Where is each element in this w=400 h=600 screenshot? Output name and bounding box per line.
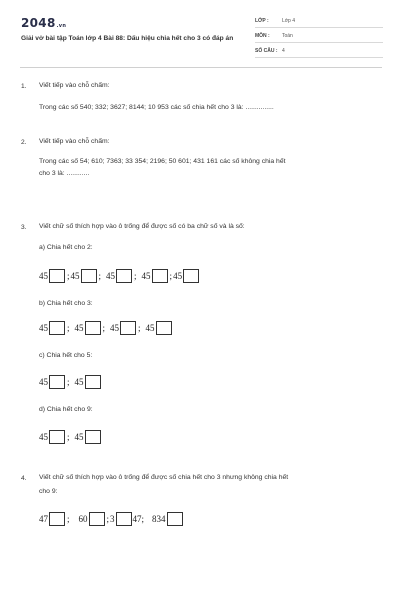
number-prefix: 45 (106, 271, 116, 281)
question-number: 2. (21, 139, 27, 146)
number-prefix: 45 (70, 271, 80, 281)
separator: ; (102, 323, 106, 333)
answer-box[interactable] (85, 321, 101, 335)
separator: ; (98, 271, 102, 281)
question-prompt: Viết chữ số thích hợp vào ô trống để được số có ba chữ số và là số: (39, 223, 245, 230)
answer-box[interactable] (183, 269, 199, 283)
document-title: Giải vở bài tập Toán lớp 4 Bài 88: Dấu hiệu chia hết cho 3 có đáp án (21, 35, 234, 42)
question-body: Trong các số 54; 610; 7363; 33 354; 2196; 50 601; 431 161 các số không chia hết (39, 158, 286, 165)
meta-row-subject (255, 31, 383, 43)
number-prefix: 45 (39, 271, 48, 281)
separator: ; (67, 432, 70, 442)
separator: ; (67, 323, 70, 333)
meta-value: Lớp 4 (282, 18, 296, 24)
answer-box[interactable] (85, 375, 101, 389)
logo-text: 2048 (21, 16, 56, 30)
question-prompt: Viết tiếp vào chỗ chấm: (39, 82, 110, 89)
meta-info (255, 16, 383, 61)
number-prefix: 45 (173, 271, 183, 281)
question-prompt: Viết tiếp vào chỗ chấm: (39, 138, 110, 145)
number-prefix: 47 (39, 514, 48, 524)
answer-row-d (39, 430, 102, 444)
number-prefix: 45 (110, 323, 120, 333)
answer-box[interactable] (89, 512, 105, 526)
question-prompt: cho 9: (39, 488, 58, 495)
answer-row-a (39, 269, 200, 283)
answer-box[interactable] (116, 512, 132, 526)
answer-box[interactable] (116, 269, 132, 283)
answer-box[interactable] (81, 269, 97, 283)
site-logo[interactable] (21, 16, 66, 30)
meta-value: 4 (282, 48, 285, 54)
meta-label: MÔN : (255, 33, 270, 39)
number-prefix: 45 (141, 271, 151, 281)
question-prompt: Viết chữ số thích hợp vào ô trống để được số chia hết cho 3 nhưng không chia hết (39, 474, 289, 481)
answer-box[interactable] (49, 321, 65, 335)
answer-box[interactable] (49, 375, 65, 389)
meta-row-count (255, 46, 383, 58)
number-prefix: 45 (74, 432, 84, 442)
question-number: 3. (21, 224, 27, 231)
answer-row-c (39, 375, 102, 389)
number-prefix: 45 (39, 432, 48, 442)
separator: ; (106, 514, 110, 524)
separator: ; (67, 514, 70, 524)
number-prefix: 45 (74, 377, 84, 387)
separator: ; (67, 377, 70, 387)
sub-question-label: d) Chia hết cho 9: (39, 406, 93, 413)
answer-box[interactable] (49, 430, 65, 444)
question-number: 1. (21, 83, 27, 90)
number-prefix: 45 (74, 323, 84, 333)
sub-question-label: a) Chia hết cho 2: (39, 244, 93, 251)
sub-question-label: b) Chia hết cho 3: (39, 300, 93, 307)
question-body: Trong các số 540; 332; 3627; 8144; 10 953 các số chia hết cho 3 là: ............... (39, 104, 274, 111)
meta-label: LỚP : (255, 18, 269, 24)
meta-row-class (255, 16, 383, 28)
header-divider (20, 67, 382, 68)
question-number: 4. (21, 475, 27, 482)
meta-label: SỐ CÂU : (255, 48, 278, 54)
answer-box[interactable] (49, 269, 65, 283)
answer-row-q4 (39, 512, 184, 526)
separator: ; (134, 271, 137, 281)
number-suffix: 47; (132, 514, 145, 524)
number-prefix: 45 (39, 377, 48, 387)
separator: ; (67, 271, 70, 281)
answer-box[interactable] (152, 269, 168, 283)
separator: ; (169, 271, 173, 281)
meta-value: Toán (282, 33, 293, 39)
number-prefix: 45 (39, 323, 48, 333)
answer-box[interactable] (167, 512, 183, 526)
number-prefix: 45 (145, 323, 155, 333)
answer-row-b (39, 321, 173, 335)
answer-box[interactable] (156, 321, 172, 335)
question-body: cho 3 là: ............ (39, 170, 90, 177)
number-prefix: 834 (152, 514, 166, 524)
answer-box[interactable] (49, 512, 65, 526)
answer-box[interactable] (85, 430, 101, 444)
number-prefix: 3 (110, 514, 115, 524)
sub-question-label: c) Chia hết cho 5: (39, 352, 93, 359)
number-prefix: 60 (78, 514, 88, 524)
separator: ; (138, 323, 141, 333)
answer-box[interactable] (120, 321, 136, 335)
logo-tld: .vn (56, 23, 67, 29)
